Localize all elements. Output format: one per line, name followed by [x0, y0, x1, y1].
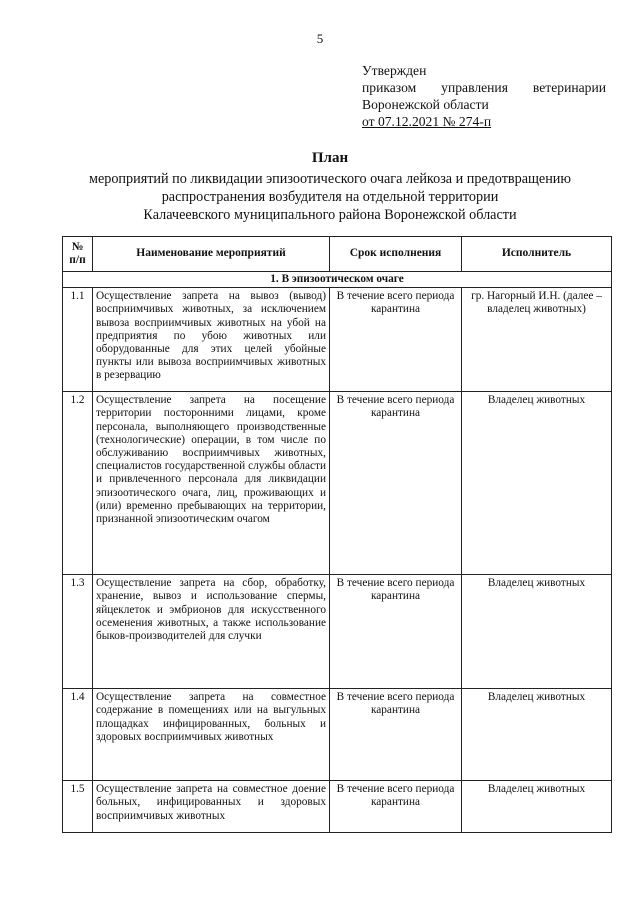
row-executor: Владелец животных — [462, 575, 612, 689]
row-num: 1.4 — [63, 689, 93, 781]
row-term: В течение всего периода карантина — [330, 689, 462, 781]
approval-line-3: Воронежской области — [362, 97, 489, 112]
row-term: В течение всего периода карантина — [330, 575, 462, 689]
row-measure: Осуществление запрета на совместное содержание в помещениях или на выгульных площадках инфицированных, больных и здоровых восприимчивых животных — [93, 689, 330, 781]
table-header-row — [63, 237, 612, 272]
document-subtitle-line-1: мероприятий по ликвидации эпизоотического очага лейкоза и предотвращению — [88, 171, 572, 187]
row-term: В течение всего периода карантина — [330, 288, 462, 392]
table-row — [63, 575, 612, 689]
row-executor: гр. Нагорный И.Н. (далее – владелец животных) — [462, 288, 612, 392]
document-subtitle-line-2: распространения возбудителя на отдельной территории — [161, 189, 499, 205]
page-number: 5 — [316, 31, 324, 46]
row-num: 1.3 — [63, 575, 93, 689]
row-num: 1.5 — [63, 781, 93, 833]
table-row — [63, 689, 612, 781]
measures-table — [62, 236, 612, 833]
approval-line-2: приказом управления ветеринарии — [362, 80, 606, 95]
row-num: 1.1 — [63, 288, 93, 392]
section-row — [63, 272, 612, 288]
row-executor: Владелец животных — [462, 689, 612, 781]
table-row — [63, 392, 612, 575]
row-num: 1.2 — [63, 392, 93, 575]
document-title: План — [311, 150, 349, 166]
row-term: В течение всего периода карантина — [330, 781, 462, 833]
section-title: 1. В эпизоотическом очаге — [63, 272, 612, 288]
row-executor: Владелец животных — [462, 781, 612, 833]
table-row — [63, 781, 612, 833]
header-executor: Исполнитель — [462, 237, 612, 272]
header-name: Наименование мероприятий — [93, 237, 330, 272]
document-heading — [40, 150, 620, 224]
row-term: В течение всего периода карантина — [330, 392, 462, 575]
header-num: № п/п — [63, 237, 93, 272]
header-term: Срок исполнения — [330, 237, 462, 272]
approval-stamp — [362, 62, 606, 130]
row-measure: Осуществление запрета на посещение территории посторонними лицами, кроме персонала, выполняющего производственные (технологические) операции, в том числе по обслуживанию восприимчивых животных, специалистов государственной службы области и привлеченного персонала для ликвидации эпизоотического очага, лиц, проживающих и (или) временно пребывающих на территории, признанной эпизоотическим очагом — [93, 392, 330, 575]
approval-line-1: Утвержден — [362, 63, 427, 78]
row-measure: Осуществление запрета на сбор, обработку, хранение, вывоз и использование спермы, яйцеклеток и эмбрионов для искусственного осеменения животных, а также использование быков-производителей для случки — [93, 575, 330, 689]
row-executor: Владелец животных — [462, 392, 612, 575]
table-row — [63, 288, 612, 392]
row-measure: Осуществление запрета на вывоз (вывод) восприимчивых животных, за исключением вывоза восприимчивых животных на убой на предприятия по убою животных или оборудованные для этих целей убойные пункты или вывоза восприимчивых животных в резервацию — [93, 288, 330, 392]
row-measure: Осуществление запрета на совместное доение больных, инфицированных и здоровых восприимчивых животных — [93, 781, 330, 833]
approval-order-number: от 07.12.2021 № 274-п — [362, 114, 492, 129]
document-subtitle-line-3: Калачеевского муниципального района Воронежской области — [143, 207, 517, 223]
